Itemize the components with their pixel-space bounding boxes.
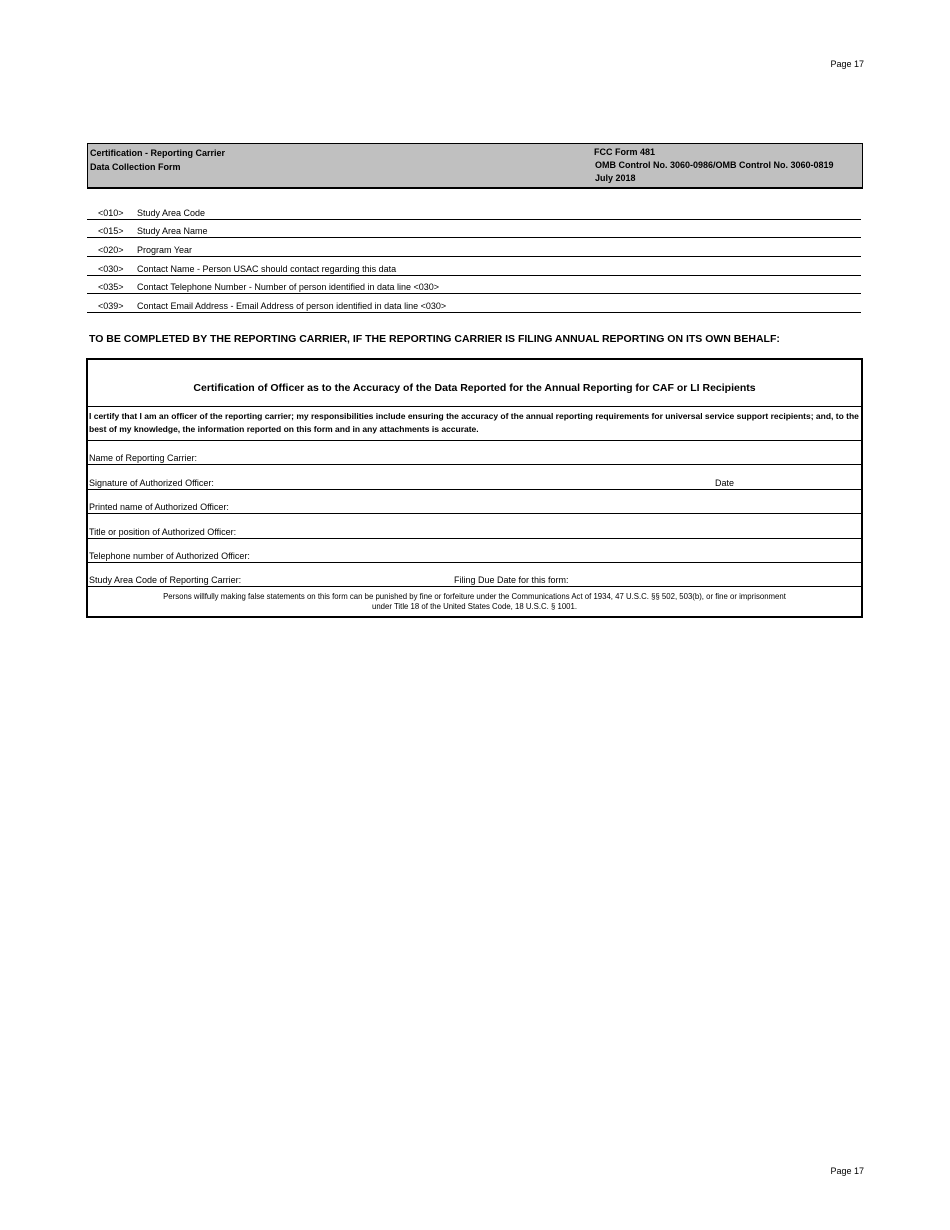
signature-label: Signature of Authorized Officer: xyxy=(89,477,214,488)
form-header-left xyxy=(90,146,225,174)
form-subtitle: Data Collection Form xyxy=(90,162,181,172)
data-line-label: Program Year xyxy=(137,245,193,256)
form-date: July 2018 xyxy=(595,173,636,183)
data-line-row[interactable] xyxy=(87,276,861,295)
study-area-code-row[interactable] xyxy=(88,563,861,587)
data-line-label: Contact Name - Person USAC should contact regarding this data xyxy=(137,263,397,274)
certification-title-cell xyxy=(88,360,861,407)
data-line-label: Contact Telephone Number - Number of person identified in data line <030> xyxy=(137,282,440,293)
data-line-code: <039> xyxy=(98,301,124,312)
date-label: Date xyxy=(715,477,735,488)
data-line-row[interactable] xyxy=(87,238,861,257)
title-position-row[interactable] xyxy=(88,514,861,538)
data-line-label: Study Area Name xyxy=(137,226,208,237)
fcc-form-number: FCC Form 481 xyxy=(594,147,656,157)
certification-title: Certification of Officer as to the Accuracy of the Data Reported for the Annual Reporting for CAF or LI Recipients xyxy=(193,382,756,394)
name-of-carrier-label: Name of Reporting Carrier: xyxy=(89,453,198,464)
form-header xyxy=(87,143,863,189)
data-line-row[interactable] xyxy=(87,257,861,276)
data-line-label: Study Area Code xyxy=(137,207,206,218)
data-lines-table xyxy=(87,201,861,313)
printed-name-row[interactable] xyxy=(88,490,861,514)
omb-control-number: OMB Control No. 3060-0986/OMB Control No. 3060-0819 xyxy=(595,160,834,170)
data-line-row[interactable] xyxy=(87,294,861,313)
data-line-code: <015> xyxy=(98,226,124,237)
penalty-line-2: under Title 18 of the United States Code, 18 U.S.C. § 1001. xyxy=(371,602,577,612)
data-line-code: <030> xyxy=(98,263,124,274)
telephone-label: Telephone number of Authorized Officer: xyxy=(89,550,250,561)
penalty-notice xyxy=(88,587,861,612)
telephone-row[interactable] xyxy=(88,539,861,563)
certification-statement: I certify that I am an officer of the reporting carrier; my responsibilities include ensuring the accuracy of the annual reporting requirements for universal service support recipients; and, to the best of my knowledge, the information reported on this form and in any attachments is accurate. xyxy=(88,407,861,441)
instruction-heading: TO BE COMPLETED BY THE REPORTING CARRIER, IF THE REPORTING CARRIER IS FILING ANNUAL REPORTING ON ITS OWN BEHALF: xyxy=(89,333,780,345)
page-number-top: Page 17 xyxy=(830,59,864,69)
certification-box xyxy=(86,358,863,618)
data-line-code: <035> xyxy=(98,282,124,293)
data-line-code: <020> xyxy=(98,245,124,256)
data-line-code: <010> xyxy=(98,207,124,218)
signature-row[interactable] xyxy=(88,465,861,489)
data-line-label: Contact Email Address - Email Address of person identified in data line <030> xyxy=(137,301,447,312)
page-number-bottom: Page 17 xyxy=(830,1166,864,1176)
study-area-code-label: Study Area Code of Reporting Carrier: xyxy=(89,575,242,586)
filing-due-date-label: Filing Due Date for this form: xyxy=(454,575,569,586)
penalty-line-1: Persons willfully making false statements on this form can be punished by fine or forfeiture under the Communications Act of 1934, 47 U.S.C. §§ 502, 503(b), or fine or imprisonment xyxy=(163,592,786,602)
title-position-label: Title or position of Authorized Officer: xyxy=(89,526,237,537)
printed-name-label: Printed name of Authorized Officer: xyxy=(89,502,229,513)
data-line-row[interactable] xyxy=(87,220,861,239)
name-of-carrier-row[interactable] xyxy=(88,441,861,465)
data-line-row[interactable] xyxy=(87,201,861,220)
form-header-right xyxy=(594,146,834,185)
form-title: Certification - Reporting Carrier xyxy=(90,148,226,158)
